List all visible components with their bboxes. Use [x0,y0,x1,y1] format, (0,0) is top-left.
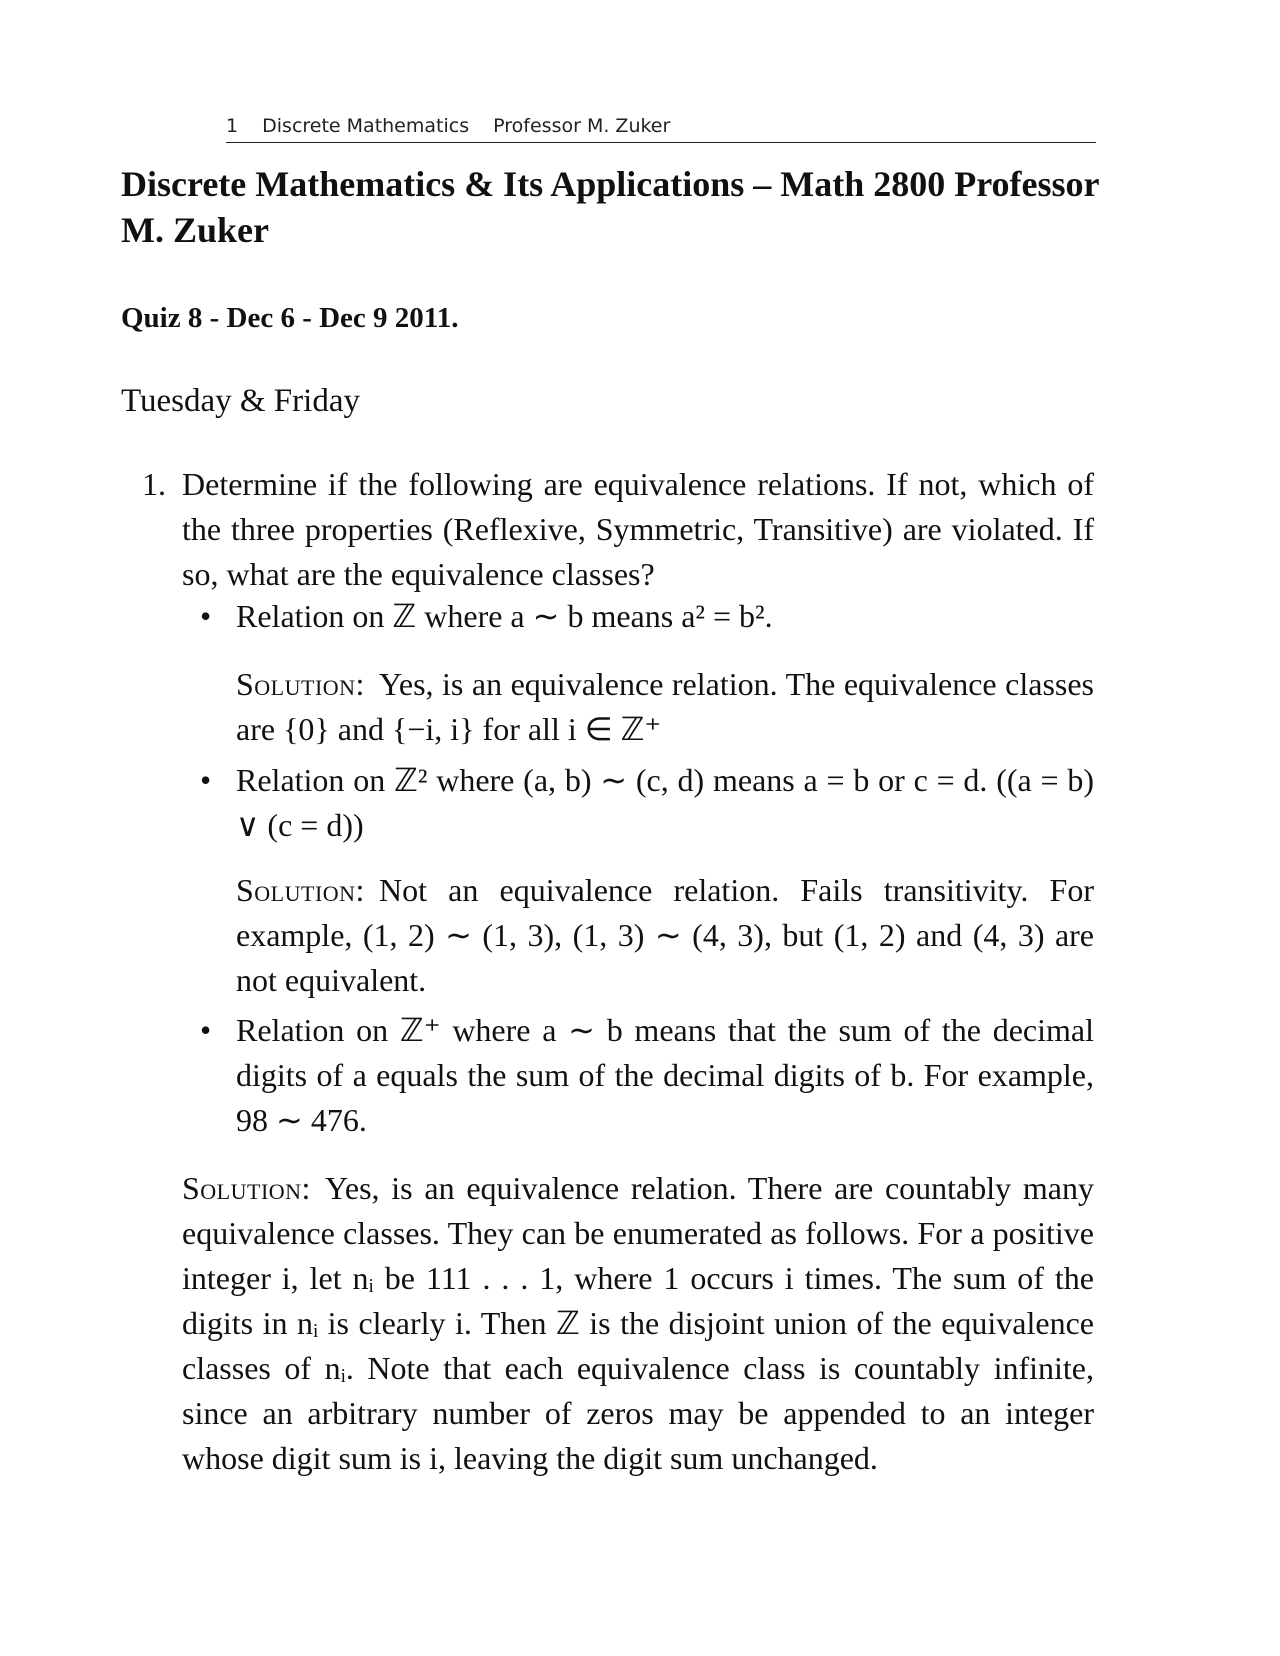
list-item [200,758,1094,848]
relation-text: Relation on ℤ² where (a, b) ∼ (c, d) means a = b or c = d. ((a = b) ∨ (c = d)) [236,762,1094,843]
list-item [200,594,1094,639]
document-title: Discrete Mathematics & Its Applications – Math 2800 Professor M. Zuker [121,164,1099,250]
solution-label: Solution: [182,1170,311,1206]
bullet: • [200,598,212,634]
solution-text: Yes, is an equivalence relation. The equivalence classes are {0} and {−i, i} for all i ∈ ℤ⁺ [236,666,1094,747]
solution-label: Solution: [236,872,365,908]
question-number: 1. [142,466,166,502]
solution-text: Not an equivalence relation. Fails transitivity. For example, (1, 2) ∼ (1, 3), (1, 3) ∼ (4, 3), but (1, 2) and (4, 3) are not equivalent. [236,872,1094,998]
header-page-number: 1 [226,115,239,137]
solution-label: Solution: [236,666,365,702]
days-line: Tuesday & Friday [121,383,360,419]
running-header [226,114,1096,143]
header-professor: Professor M. Zuker [493,115,671,137]
solution-block [236,662,1094,752]
quiz-heading: Quiz 8 - Dec 6 - Dec 9 2011. [121,302,459,334]
bullet: • [200,762,212,798]
relation-text: Relation on ℤ⁺ where a ∼ b means that the sum of the decimal digits of a equals the sum of the decimal digits of b. For example, 98 ∼ 476. [236,1012,1094,1138]
solution-text: Yes, is an equivalence relation. There are countably many equivalence classes. They can be enumerated as follows. For a positive integer i, let nᵢ be 111 . . . 1, where 1 occurs i times. The sum of the digits in nᵢ is clearly i. Then ℤ is the disjoint union of the equivalence classes of nᵢ. Note that each equivalence class is countably infinite, since an arbitrary number of zeros may be appended to an integer whose digit sum is i, leaving the digit sum unchanged. [182,1170,1094,1476]
list-item [200,1008,1094,1143]
solution-block [236,868,1094,1003]
bullet: • [200,1012,212,1048]
solution-block [182,1166,1094,1481]
question-text: Determine if the following are equivalence relations. If not, which of the three properties (Reflexive, Symmetric, Transitive) are violated. If so, what are the equivalence classes? [182,466,1094,592]
header-course: Discrete Mathematics [262,115,470,137]
relation-text: Relation on ℤ where a ∼ b means a² = b². [236,598,773,634]
question-1 [142,462,1094,597]
